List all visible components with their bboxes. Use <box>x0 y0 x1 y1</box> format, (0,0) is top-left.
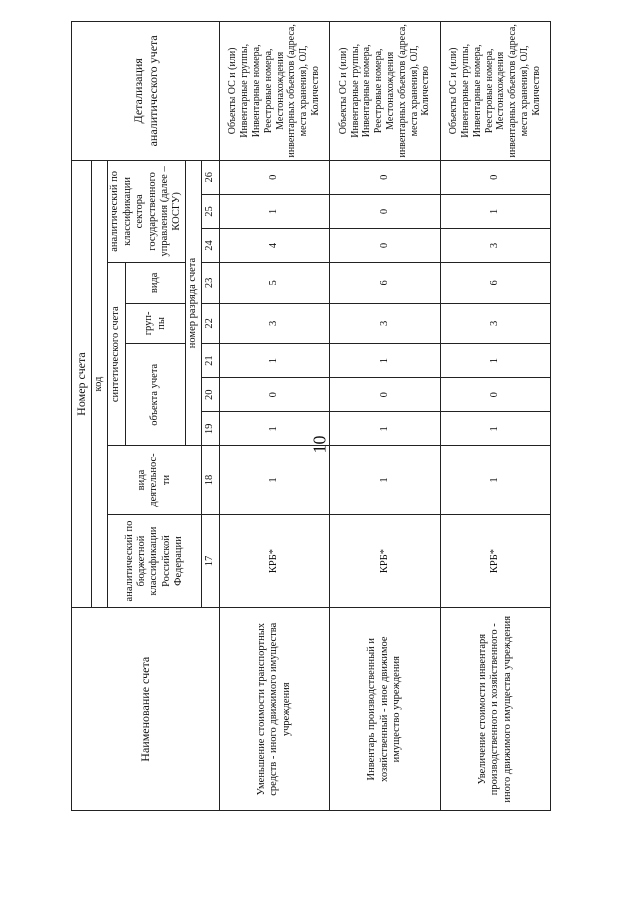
column-number: 23 <box>202 263 220 304</box>
column-number: 22 <box>202 303 220 344</box>
row-cell: 1 <box>440 344 550 378</box>
row-cell: 3 <box>220 303 330 344</box>
column-number: 24 <box>202 228 220 262</box>
row-cell: 6 <box>440 263 550 304</box>
rotated-table-wrapper <box>71 21 551 811</box>
table-row <box>440 22 550 811</box>
header-analytic-budget: аналитический по бюджетной классификации Российской Федерации <box>108 514 202 608</box>
row-account-name: Увеличение стоимости инвентаря производственного и хозяйственного - иного движимого имущества учреждения <box>440 608 550 811</box>
row-cell: КРБ* <box>440 514 550 608</box>
header-analytic-kosgu: аналитический по классификации сектора государственного управления (далее – КОСГУ) <box>108 160 186 262</box>
row-cell: 5 <box>220 263 330 304</box>
header-group: груп-пы <box>126 303 186 344</box>
row-cell: 0 <box>220 160 330 194</box>
row-cell: КРБ* <box>330 514 440 608</box>
header-account-object: объекта учета <box>126 344 186 446</box>
header-account-number: Номер счета <box>72 160 92 608</box>
row-cell: 1 <box>440 412 550 446</box>
row-cell: 1 <box>220 344 330 378</box>
column-number: 17 <box>202 514 220 608</box>
row-cell: 0 <box>440 160 550 194</box>
row-cell: 1 <box>330 412 440 446</box>
header-account-name: Наименование счета <box>72 608 220 811</box>
header-synthetic: синтетического счета <box>108 263 126 446</box>
header-digit-number: номер разряда счета <box>186 160 202 446</box>
column-number: 21 <box>202 344 220 378</box>
row-cell: 3 <box>440 228 550 262</box>
row-cell: 0 <box>220 378 330 412</box>
row-cell: 1 <box>220 194 330 228</box>
column-number: 26 <box>202 160 220 194</box>
row-cell: 0 <box>330 228 440 262</box>
header-kind: вида <box>126 263 186 304</box>
column-number: 18 <box>202 446 220 514</box>
row-detail: Объекты ОС и (или) Инвентарные группы, Инвентарные номера, Реестровые номера, Местонахождения инвентарных объектов (адреса, места хранения), ОЛ, Количество <box>220 22 330 161</box>
row-cell: 0 <box>330 378 440 412</box>
row-cell: 1 <box>440 446 550 514</box>
row-cell: 1 <box>440 194 550 228</box>
page-number: 10 <box>309 435 330 454</box>
accounts-table <box>71 21 551 811</box>
header-detail: Детализация аналитического учета <box>72 22 220 161</box>
row-cell: 3 <box>330 303 440 344</box>
row-cell: 0 <box>330 194 440 228</box>
row-account-name: Инвентарь производственный и хозяйственный - иное движимое имущество учреждения <box>330 608 440 811</box>
column-number: 20 <box>202 378 220 412</box>
row-cell: 0 <box>330 160 440 194</box>
header-code: код <box>92 160 108 608</box>
row-cell: 1 <box>330 344 440 378</box>
row-account-name: Уменьшение стоимости транспортных средств - иного движимого имущества учреждения <box>220 608 330 811</box>
header-activity-type: вида деятельнос-ти <box>108 446 202 514</box>
column-number: 25 <box>202 194 220 228</box>
row-cell: 1 <box>220 412 330 446</box>
column-number: 19 <box>202 412 220 446</box>
row-cell: 6 <box>330 263 440 304</box>
row-cell: 1 <box>330 446 440 514</box>
row-detail: Объекты ОС и (или) Инвентарные группы, Инвентарные номера, Реестровые номера, Местонахождения инвентарных объектов (адреса, места хранения), ОЛ, Количество <box>440 22 550 161</box>
row-detail: Объекты ОС и (или) Инвентарные группы, Инвентарные номера, Реестровые номера, Местонахождения инвентарных объектов (адреса, места хранения), ОЛ, Количество <box>330 22 440 161</box>
row-cell: КРБ* <box>220 514 330 608</box>
row-cell: 0 <box>440 378 550 412</box>
row-cell: 4 <box>220 228 330 262</box>
table-row <box>220 22 330 811</box>
table-row <box>330 22 440 811</box>
row-cell: 1 <box>220 446 330 514</box>
row-cell: 3 <box>440 303 550 344</box>
